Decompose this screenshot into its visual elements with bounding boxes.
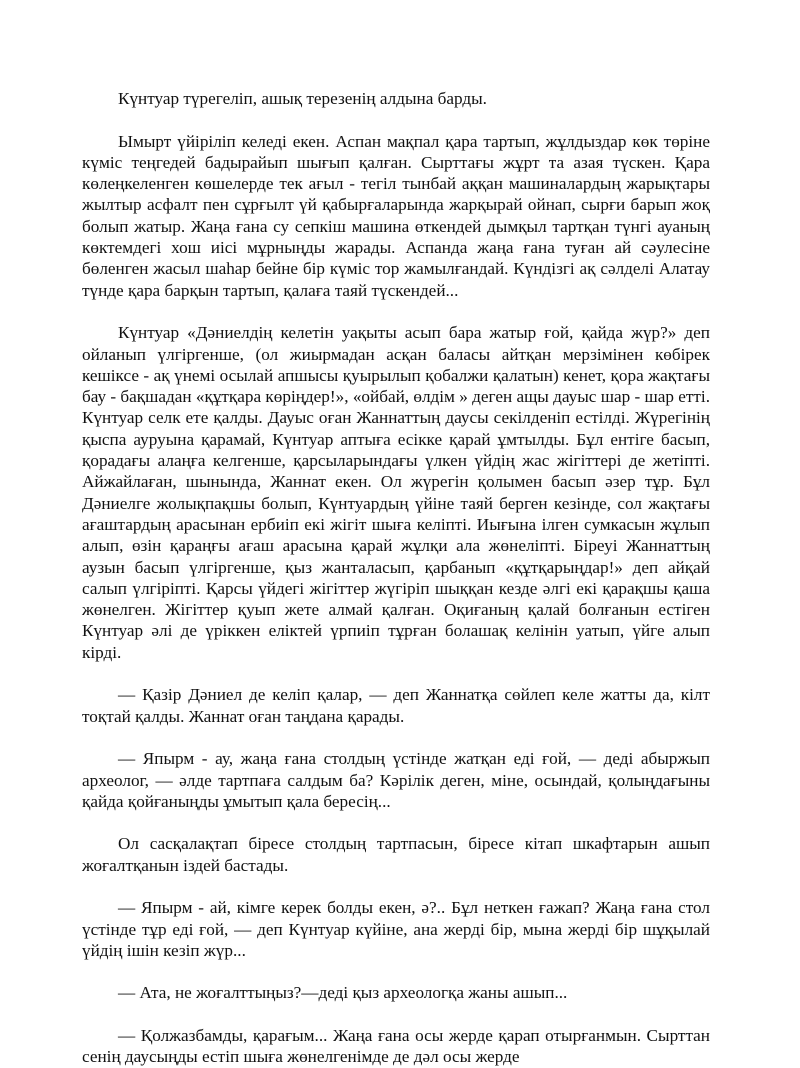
paragraph-6: Ол сасқалақтап біресе столдың тартпасын, біресе кітап шкафтарын ашып жоғалтқанын іздей бастады. [82, 834, 710, 875]
document-page [82, 88, 710, 1068]
paragraph-1: Күнтуар түрегеліп, ашық терезенің алдына барды. [118, 89, 487, 108]
paragraph-2: Ымырт үйіріліп келеді екен. Аспан мақпал қара тартып, жұлдыздар көк төріне күміс теңгедей бадырайып шығып қалған. Сырттағы жұрт та азая түскен. Қара көлеңкеленген көшелерде тек ағыл - тегіл тынбай аққан машиналардың жарықтары жылтыр асфалт пен сұрғылт үй қабырғаларында жарқырай ойнап, сырғи барып жоқ болып жатыр. Жаңа ғана су сепкіш машина өткендей дымқыл тартқан түнгі ауаның көктемдегі хош иісі мұрныңды жарады. Аспанда жаңа ғана туған ай сәулесіне бөленген жасыл шаһар бейне бір күміс тор жамылғандай. Күндізгі ақ сәлделі Алатау түнде қара барқын тартып, қалаға таяй түскендей... [82, 131, 710, 300]
paragraph-7: — Япырм - ай, кімге керек болды екен, ә?.. Бұл неткен ғажап? Жаңа ғана стол үстінде тұр еді ғой, — деп Күнтуар күйіне, ана жерді бір, мына жерді бір шұқылай үйдің ішін кезіп жүр... [82, 898, 710, 960]
paragraph-4: — Қазір Дәниел де келіп қалар, — деп Жаннатқа сөйлеп келе жатты да, кілт тоқтай қалды. Жаннат оған таңдана қарады. [82, 685, 710, 726]
paragraph-8: — Ата, не жоғалттыңыз?—деді қыз археологқа жаны ашып... [118, 983, 568, 1003]
paragraph-5: — Япырм - ау, жаңа ғана столдың үстінде жатқан еді ғой, — деді абыржып археолог, — әлде тартпаға салдым ба? Кәрілік деген, міне, осындай, қолыңдағыны қайда қойғаныңды ұмытып қала бересің... [82, 749, 710, 811]
paragraph-9: — Қолжазбамды, қарағым... Жаңа ғана осы жерде қарап отырғанмын. Сырттан сенің даусыңды естіп шыға жөнелгенімде де дәл осы жерде [82, 1026, 710, 1067]
paragraph-3: Күнтуар «Дәниелдің келетін уақыты асып бара жатыр ғой, қайда жүр?» деп ойланып үлгіргенше, (ол жиырмадан асқан баласы айтқан мерзімінен көбірек кешіксе - ақ үнемі осылай апшысы қуырылып қобалжи қалатын) кенет, қора жақтағы бау - бақшадан «құтқара көріңдер!», «ойбай, өлдім » деген ащы дауыс шар - шар етті. Күнтуар селк ете қалды. Дауыс оған Жаннаттың даусы секілденіп естілді. Жүрегінің қыспа ауруына қарамай, Күнтуар аптыға есікке қарай ұмтылды. Бұл ентіге басып, қорадағы алаңға келгенше, қарсыларындағы үлкен үйдің жас жігіттері де жетіпті. Айжайлаған, шынында, Жаннат екен. Ол жүрегін қолымен басып әзер тұр. Бұл Дәниелге жолықпақшы болып, Күнтуардың үйіне таяй берген кезінде, сол жақтағы ағаштардың арасынан ербиіп екі жігіт шыға келіпті. Иығына ілген сумкасын жұлып алып, өзін қараңғы ағаш арасына қарай жұлқи ала жөнеліпті. Біреуі Жаннаттың аузын басып үлгіргенше, қыз жанталасып, қарбанып «құтқарыңдар!» деп айқай салып үлгіріпті. Қарсы үйдегі жігіттер жүгіріп шыққан кезде әлгі екі қарақшы қаша жөнелген. Жігіттер қуып жете алмай қалған. Оқиғаның қалай болғанын естіген Күнтуар әлі де үріккен еліктей үрпиіп тұрған болашақ келінін уатып, үйге алып кірді. [82, 323, 710, 662]
